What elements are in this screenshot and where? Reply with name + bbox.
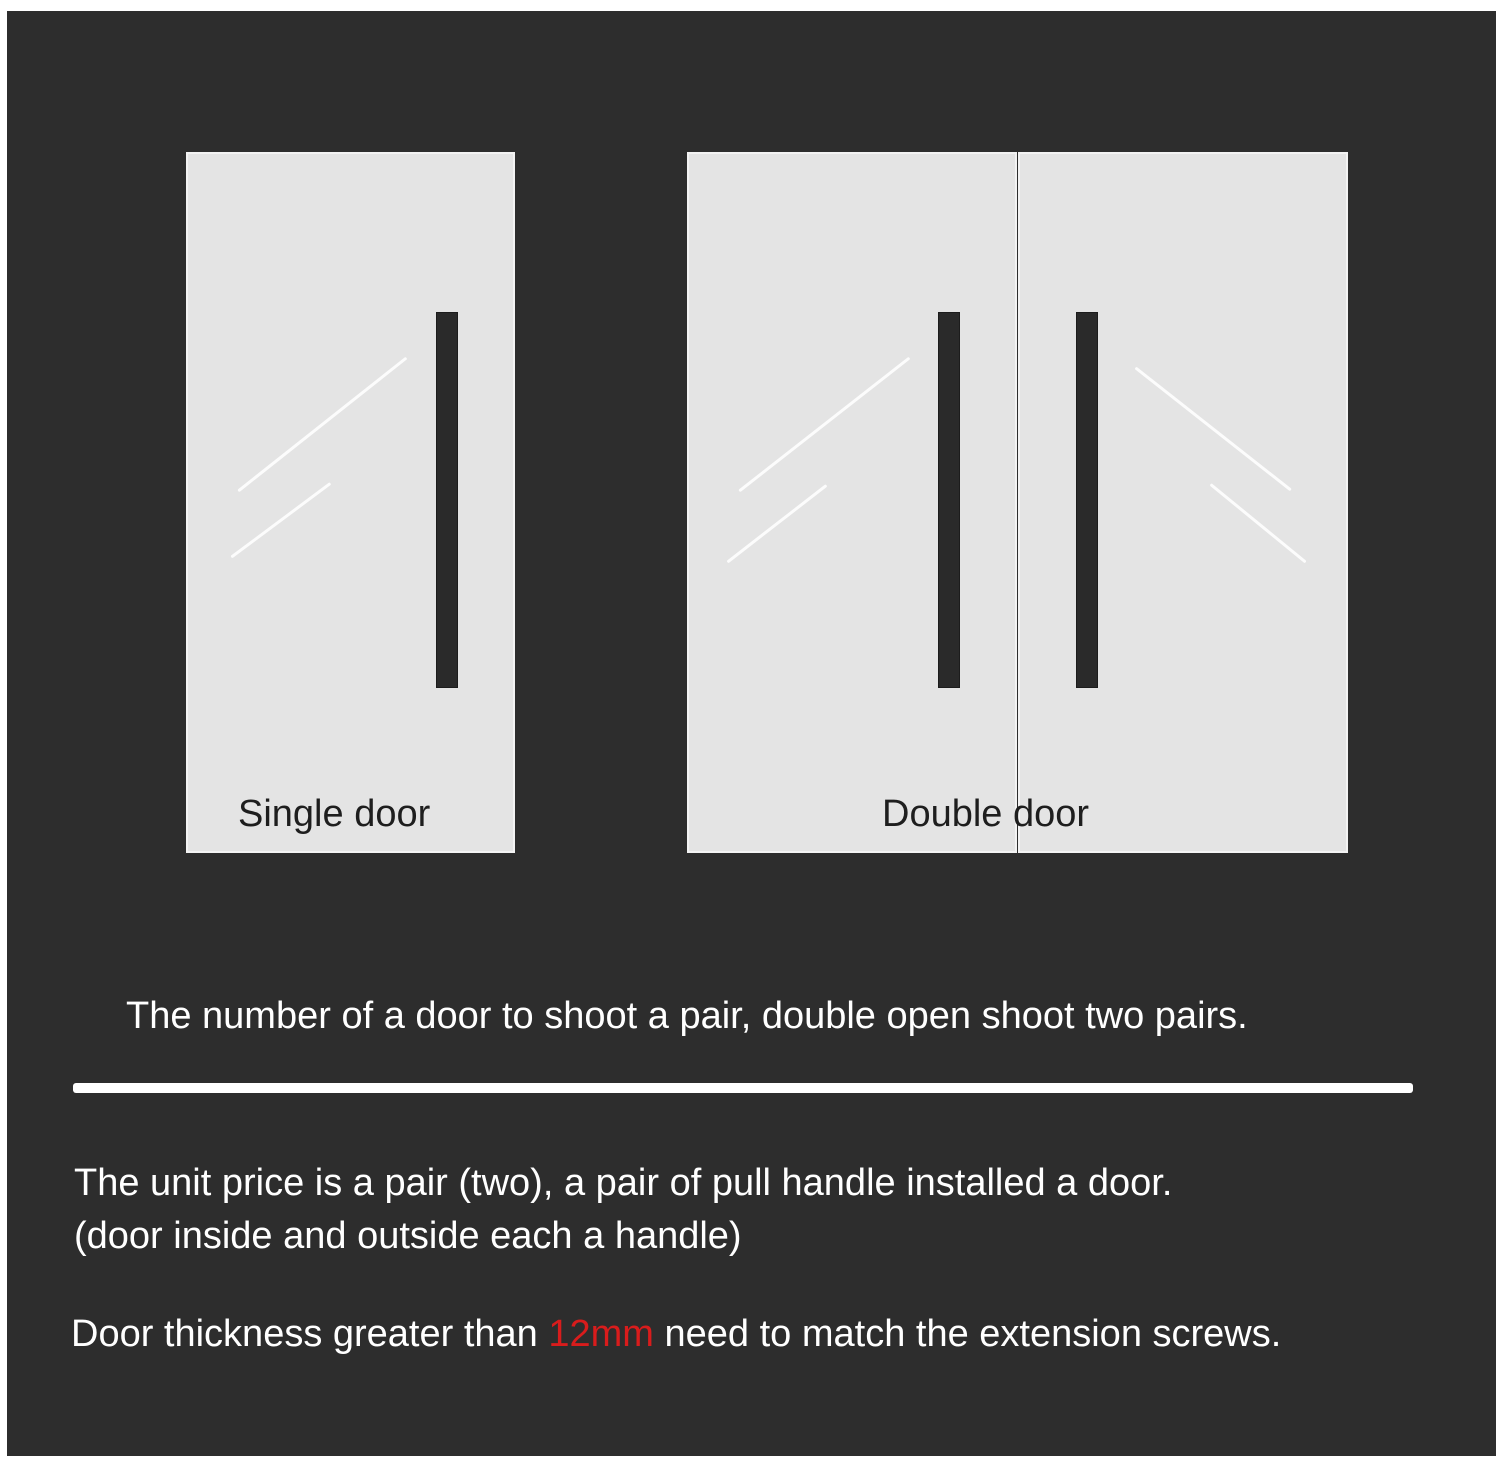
thickness-value: 12mm (548, 1313, 654, 1355)
glass-reflection-icon (689, 154, 1015, 851)
glass-reflection-icon (188, 154, 513, 851)
divider-line (73, 1083, 1413, 1093)
double-door-label: Double door (882, 793, 1090, 835)
single-door (186, 152, 515, 853)
single-door-label: Single door (238, 793, 431, 835)
double-door-left-leaf (687, 152, 1017, 853)
unit-price-note-line2: (door inside and outside each a handle) (74, 1215, 742, 1257)
pull-handle-icon (1076, 312, 1098, 688)
pair-rule-note: The number of a door to shoot a pair, double open shoot two pairs. (126, 995, 1248, 1037)
thickness-note-suffix: need to match the extension screws. (664, 1313, 1282, 1355)
unit-price-note-line1: The unit price is a pair (two), a pair of pull handle installed a door. (74, 1162, 1173, 1204)
thickness-note (71, 1308, 1281, 1360)
pull-handle-icon (436, 312, 458, 688)
pull-handle-icon (938, 312, 960, 688)
thickness-note-prefix: Door thickness greater than (71, 1313, 538, 1355)
glass-reflection-icon (1020, 154, 1346, 851)
double-door-right-leaf (1018, 152, 1348, 853)
